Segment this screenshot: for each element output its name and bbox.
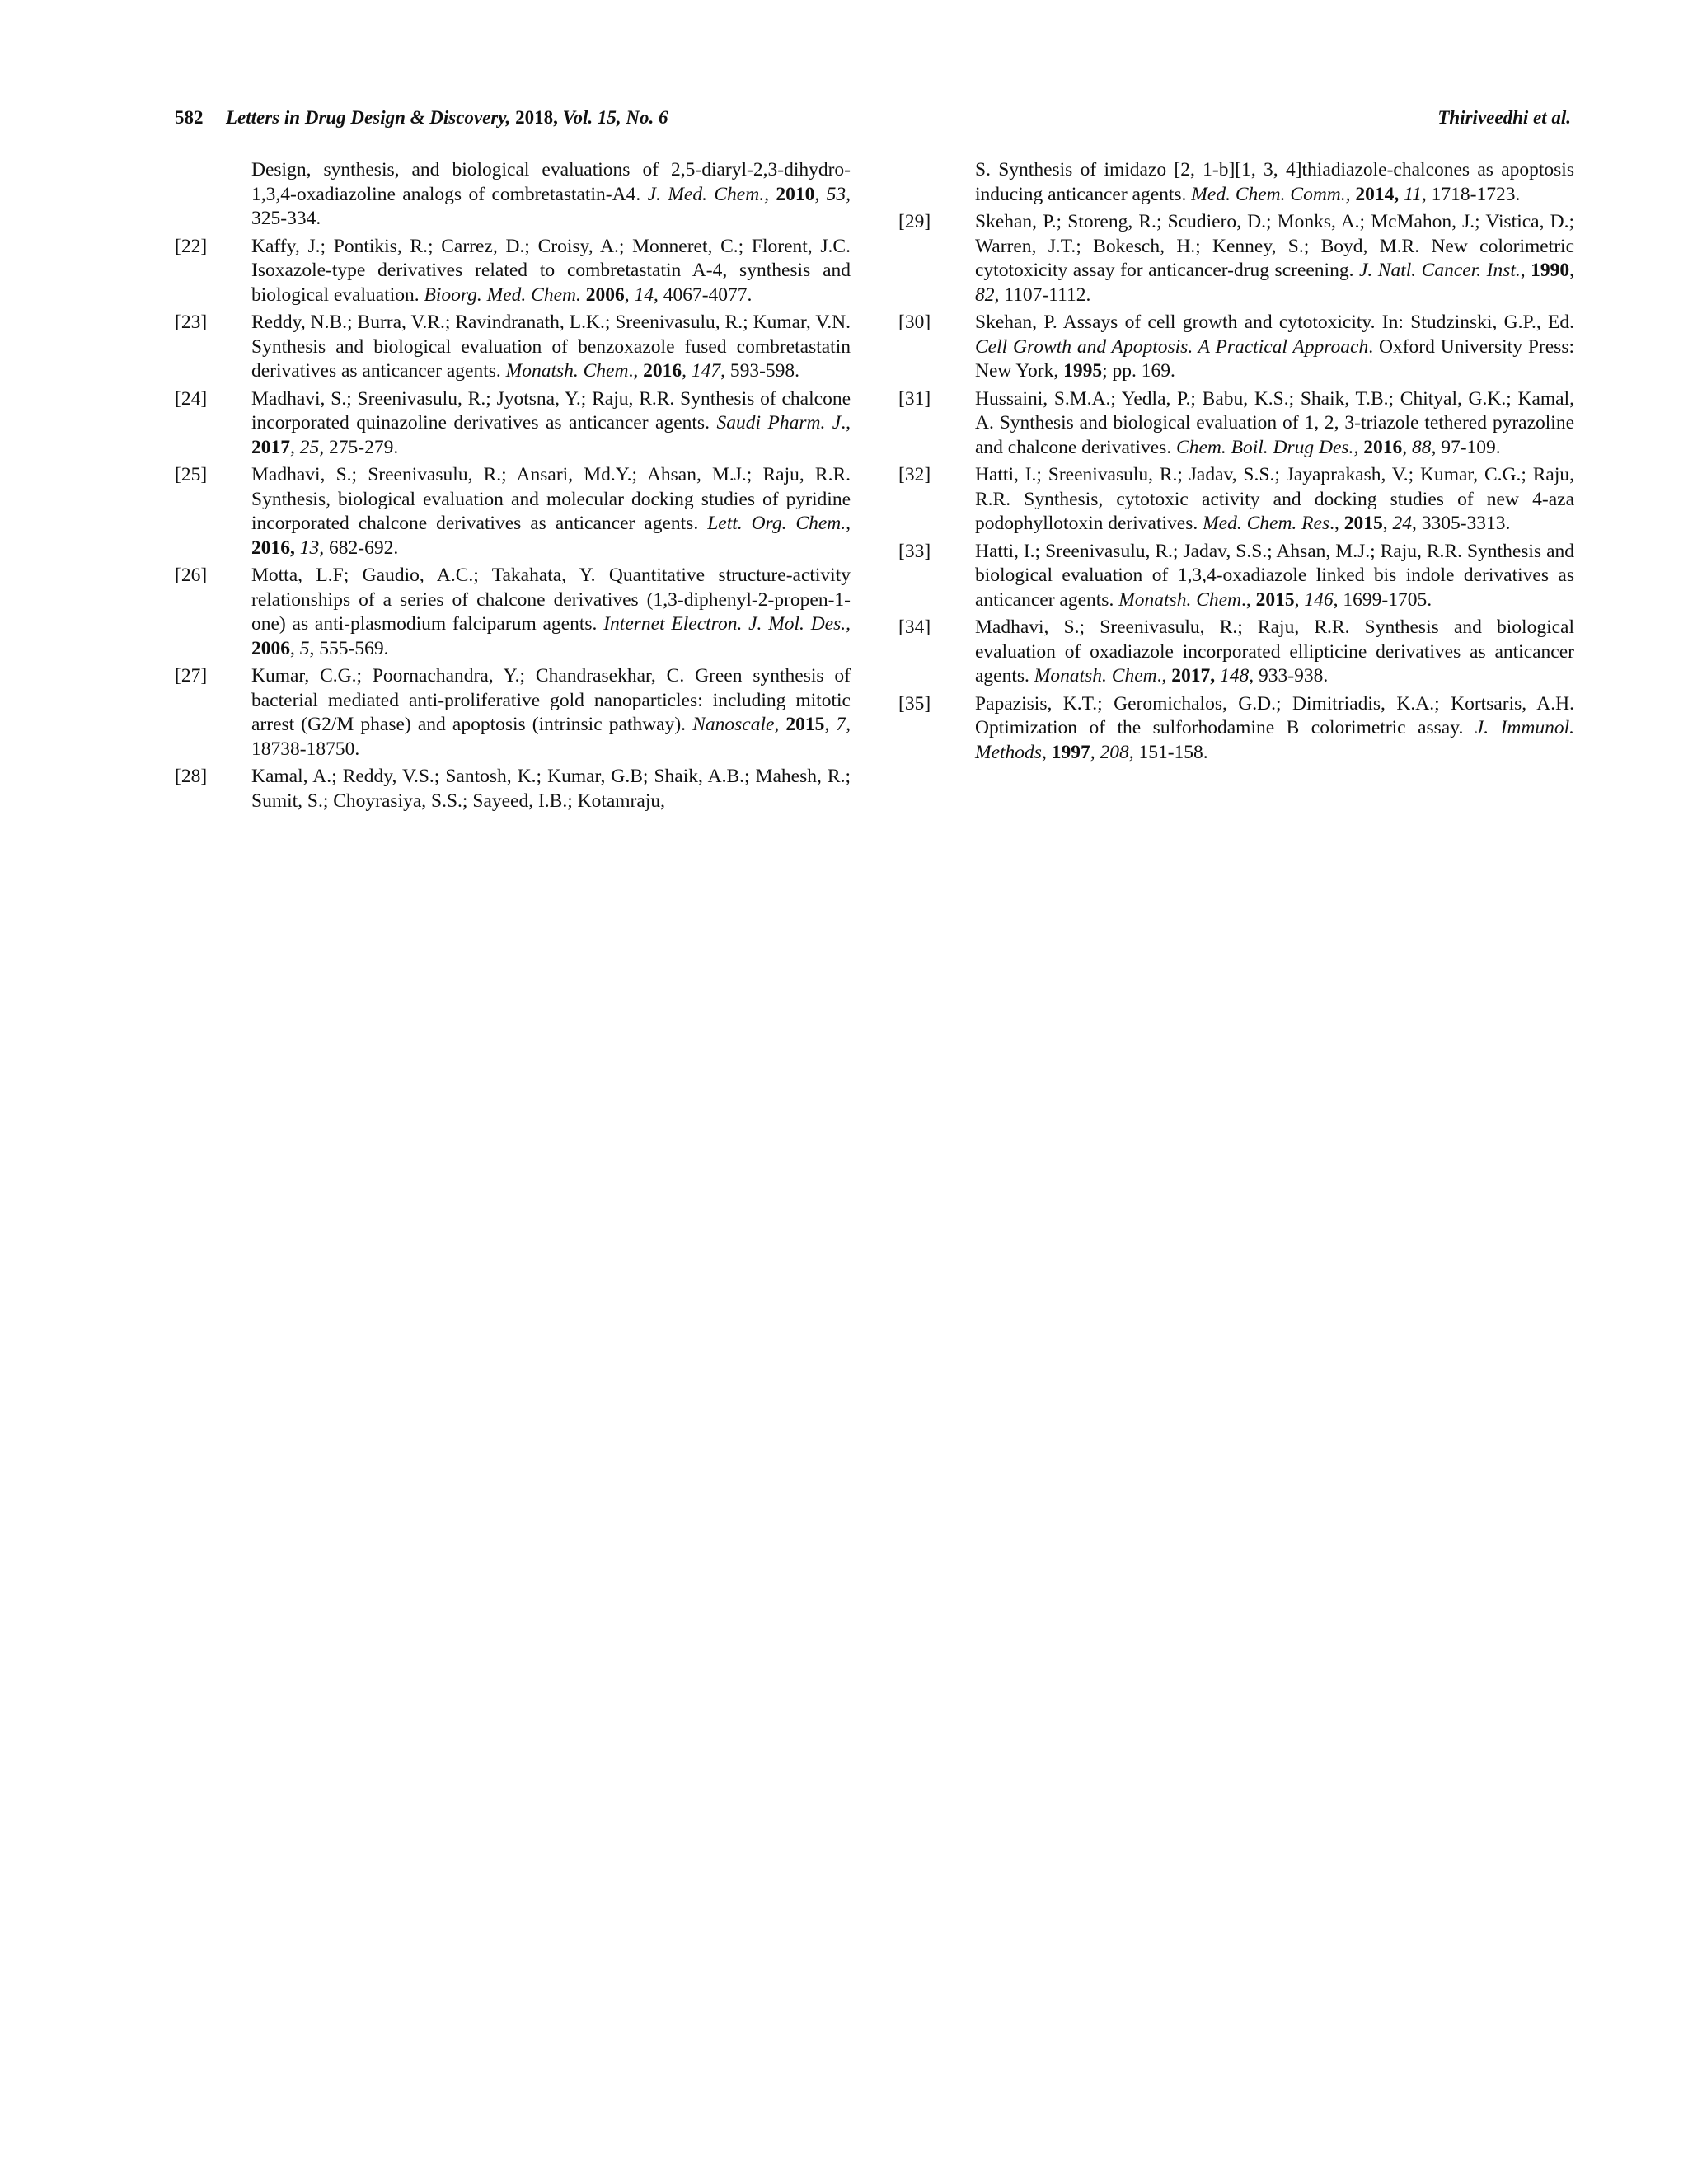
reference-item: [29] Skehan, P.; Storeng, R.; Scudiero, D.; Monks, A.; McMahon, J.; Vistica, D.; Warren, J.T.; Bokesch, H.; Kenney, S.; Boyd, M.R. New colorimetric cytotoxicity assay for anticancer-drug screening. J. Natl. Cancer. Inst., 1990, 82, 1107-1112. [898, 211, 1575, 306]
reference-text: Skehan, P. Assays of cell growth and cytotoxicity. In: Studzinski, G.P., Ed. [975, 312, 1574, 333]
reference-volume: 14 [634, 284, 654, 306]
running-authors: Thiriveedhi et al. [1437, 107, 1571, 128]
reference-year: 2006 [585, 284, 625, 306]
reference-number: [24] [175, 387, 208, 410]
reference-journal: Monatsh. Chem [505, 360, 629, 382]
reference-text: S. Synthesis of imidazo [2, 1-b][1, 3, 4]thiadiazole-chalcones as apoptosis inducing anticancer agents. [975, 159, 1574, 205]
reference-journal: J. Natl. Cancer. Inst. [1358, 260, 1521, 281]
reference-text: Kaffy, J.; Pontikis, R.; Carrez, D.; Croisy, A.; Monneret, C.; Florent, J.C. Isoxazole-type derivatives related to combretastatin A-4, synthesis and biological evaluation. [251, 235, 851, 306]
reference-separator: ., [628, 360, 644, 382]
journal-issue: No. 6 [626, 107, 668, 128]
reference-number: [26] [175, 565, 208, 586]
reference-journal: J. Immunol. Methods [975, 717, 1574, 763]
reference-number: [23] [175, 312, 208, 333]
reference-item: [35] Papazisis, K.T.; Geromichalos, G.D.; Dimitriadis, K.A.; Kortsaris, A.H. Optimization of the sulforhodamine B colorimetric assay. J. Immunol. Methods, 1997, 208, 151-158. [898, 692, 1574, 763]
page-header [175, 104, 1571, 132]
reference-number: [22] [175, 235, 208, 257]
reference-number: [29] [898, 211, 931, 232]
journal-year: 2018, [515, 107, 558, 128]
reference-journal: Monatsh. Chem [1034, 665, 1157, 687]
reference-item [898, 311, 1574, 384]
reference-volume: 148, [1220, 665, 1254, 687]
reference-journal: Med. Chem. Comm., [1191, 183, 1351, 205]
reference-item [898, 616, 1574, 689]
reference-year: 2015 [1343, 513, 1383, 534]
reference-journal: Bioorg. Med. Chem. [424, 284, 581, 306]
reference-item: [23] Reddy, N.B.; Burra, V.R.; Ravindranath, L.K.; Sreenivasulu, R.; Kumar, V.N. Synthesis and biological evaluation of benzoxazole fused combretastatin derivatives as anticancer agents. Monatsh. Chem., 2016, 147, 593-598. [175, 312, 851, 382]
reference-year: 1995 [1063, 360, 1103, 382]
reference-item: [26] Motta, L.F; Gaudio, A.C.; Takahata, Y. Quantitative structure-activity relationships of a series of chalcone derivatives (1,3-diphenyl-2-propen-1-one) as anti-plasmodium falciparum agents. Internet Electron. J. Mol. Des., 2006, 5, 555-569. [175, 565, 851, 659]
reference-number: [33] [898, 540, 931, 562]
reference-separator: , [1353, 436, 1364, 458]
reference-journal: Monatsh. Chem [1118, 588, 1242, 611]
reference-volume: 147 [691, 360, 721, 382]
reference-volume: 7, [836, 714, 851, 735]
reference-number: [32] [898, 464, 931, 485]
reference-text: Skehan, P.; Storeng, R.; Scudiero, D.; Monks, A.; McMahon, J.; Vistica, D.; Warren, J.T.; Bokesch, H.; Kenney, S.; Boyd, M.R. New colorimetric cytotoxicity assay for anticancer-drug screening. [975, 211, 1574, 281]
reference-volume: 13, [299, 537, 325, 559]
reference-text: Hatti, I.; Sreenivasulu, R.; Jadav, S.S.; Ahsan, M.J.; Raju, R.R. Synthesis and biological evaluation of 1,3,4-oxadiazole linked bis indole derivatives as anticancer agents. [975, 540, 1574, 611]
reference-journal: Saudi Pharm. J [716, 412, 842, 434]
reference-volume: 24 [1392, 513, 1412, 534]
reference-journal: Internet Electron. J. Mol. Des., [603, 613, 851, 635]
journal-citation [226, 104, 668, 132]
reference-item: [22] Kaffy, J.; Pontikis, R.; Carrez, D.; Croisy, A.; Monneret, C.; Florent, J.C. Isoxazole-type derivatives related to combretastatin A-4, synthesis and biological evaluation. Bioorg. Med. Chem. 2006, 14, 4067-4077. [175, 235, 851, 306]
reference-text: Hussaini, S.M.A.; Yedla, P.; Babu, K.S.; Shaik, T.B.; Chityal, G.K.; Kamal, A. Synthesis and biological evaluation of 1, 2, 3-triazole tethered pyrazoline and chalcone derivatives. [975, 387, 1574, 458]
reference-year: 1997 [1051, 741, 1090, 763]
reference-journal: Med. Chem. Res [1203, 513, 1330, 534]
reference-item [175, 463, 851, 560]
reference-text: Design, synthesis, and biological evaluations of 2,5-diaryl-2,3-dihydro-1,3,4-oxadiazoline analogs of combretastatin-A4. [251, 159, 851, 205]
reference-pages: , 97-109. [1431, 436, 1501, 458]
reference-number: [27] [175, 665, 208, 687]
reference-volume: 146 [1304, 588, 1334, 611]
journal-title: Letters in Drug Design & Discovery, [226, 107, 511, 128]
reference-volume: 11, [1404, 183, 1427, 205]
reference-pages: , 1107-1112. [994, 284, 1091, 306]
reference-journal: Nanoscale, [692, 714, 780, 735]
reference-pages: 682-692. [324, 537, 399, 559]
reference-pages: 1718-1723. [1426, 183, 1521, 205]
reference-number: [25] [175, 464, 208, 485]
reference-pages: 275-279. [324, 436, 399, 458]
page-number: 582 [175, 107, 204, 128]
reference-year: 2017, [1171, 665, 1216, 687]
reference-text: Madhavi, S.; Sreenivasulu, R.; Ansari, Md.Y.; Ahsan, M.J.; Raju, R.R. Synthesis, biological evaluation and molecular docking studies of pyridine incorporated chalcone derivatives as anticancer agents. [251, 464, 851, 534]
reference-text: Reddy, N.B.; Burra, V.R.; Ravindranath, L.K.; Sreenivasulu, R.; Kumar, V.N. Synthesis and biological evaluation of benzoxazole fused combretastatin derivatives as anticancer agents. [251, 312, 851, 382]
reference-separator: ., [1156, 665, 1172, 687]
reference-year: 2015 [785, 714, 825, 735]
reference-volume: 5 [299, 637, 310, 659]
reference-text: Madhavi, S.; Sreenivasulu, R.; Raju, R.R. Synthesis and biological evaluation of oxadiazole incorporated ellipticine derivatives as anticancer agents. [975, 616, 1574, 687]
reference-item: [24] Madhavi, S.; Sreenivasulu, R.; Jyotsna, Y.; Raju, R.R. Synthesis of chalcone incorporated quinazoline derivatives as anticancer agents. Saudi Pharm. J., 2017, 25, 275-279. [175, 387, 851, 458]
reference-item [175, 765, 851, 813]
reference-text: Papazisis, K.T.; Geromichalos, G.D.; Dimitriadis, K.A.; Kortsaris, A.H. Optimization of the sulforhodamine B colorimetric assay. [975, 692, 1574, 738]
reference-number: [28] [175, 766, 208, 787]
reference-continuation [898, 158, 1574, 207]
reference-item: [31] Hussaini, S.M.A.; Yedla, P.; Babu, K.S.; Shaik, T.B.; Chityal, G.K.; Kamal, A. Synthesis and biological evaluation of 1, 2, 3-triazole tethered pyrazoline and chalcone derivatives. Chem. Boil. Drug Des., 2016, 88, 97-109. [898, 387, 1574, 458]
reference-volume: 25, [299, 436, 325, 458]
reference-separator: ., [841, 412, 851, 434]
reference-journal: J. Med. Chem., [647, 183, 769, 205]
reference-volume: 208 [1100, 741, 1129, 763]
reference-number: [31] [898, 387, 931, 410]
reference-year: 2014, [1355, 183, 1400, 205]
reference-pages: 18738-18750. [251, 738, 360, 760]
reference-year: 2015 [1255, 588, 1295, 611]
reference-year: 2016, [251, 537, 295, 559]
reference-volume: 82 [975, 284, 995, 306]
reference-item: [27] Kumar, C.G.; Poornachandra, Y.; Chandrasekhar, C. Green synthesis of bacterial mediated anti-proliferative gold nanoparticles: including mitotic arrest (G2/M phase) and apoptosis (intrinsic pathway). Nanoscale, 2015, 7, 18738-18750. [175, 665, 851, 760]
reference-pages: , 555-569. [309, 637, 389, 659]
reference-separator: . Oxford University Press: New York, [975, 335, 1574, 382]
reference-journal: Chem. Boil. Drug Des. [1176, 436, 1354, 458]
reference-pages: , 151-158. [1128, 741, 1208, 763]
reference-number: [30] [898, 312, 931, 333]
reference-pages: , 325-334. [251, 183, 851, 229]
reference-text: Madhavi, S.; Sreenivasulu, R.; Jyotsna, Y.; Raju, R.R. Synthesis of chalcone incorporated quinazoline derivatives as anticancer agents. [251, 387, 851, 434]
reference-item: [33] Hatti, I.; Sreenivasulu, R.; Jadav, S.S.; Ahsan, M.J.; Raju, R.R. Synthesis and biological evaluation of 1,3,4-oxadiazole linked bis indole derivatives as anticancer agents. Monatsh. Chem., 2015, 146, 1699-1705. [898, 540, 1574, 611]
reference-year: 2006 [251, 637, 290, 659]
reference-year: 2017 [251, 436, 290, 458]
reference-volume: 88 [1411, 436, 1432, 458]
reference-separator: , [1041, 741, 1052, 763]
reference-separator: , [1520, 260, 1531, 281]
reference-text: Hatti, I.; Sreenivasulu, R.; Jadav, S.S.; Jayaprakash, V.; Kumar, C.G.; Raju, R.R. Synthesis, cytotoxic activity and docking studies of new 4-aza podophyllotoxin derivatives. [975, 464, 1574, 534]
reference-pages: , 4067-4077. [653, 284, 753, 306]
reference-pages: ; pp. 169. [1102, 360, 1175, 382]
reference-text: Kumar, C.G.; Poornachandra, Y.; Chandrasekhar, C. Green synthesis of bacterial mediated anti-proliferative gold nanoparticles: including mitotic arrest (G2/M phase) and apoptosis (intrinsic pathway). [251, 665, 851, 735]
reference-year: 2016 [643, 360, 682, 382]
reference-year: 1990 [1531, 260, 1570, 281]
reference-journal: Cell Growth and Apoptosis. A Practical Approach [975, 335, 1369, 358]
reference-item: [32] Hatti, I.; Sreenivasulu, R.; Jadav, S.S.; Jayaprakash, V.; Kumar, C.G.; Raju, R.R. Synthesis, cytotoxic activity and docking studies of new 4-aza podophyllotoxin derivatives. Med. Chem. Res., 2015, 24, 3305-3313. [898, 464, 1574, 534]
reference-year: 2016 [1363, 436, 1403, 458]
reference-separator: ., [1329, 513, 1344, 534]
reference-number: [35] [898, 692, 931, 715]
reference-year: 2010 [776, 183, 815, 205]
reference-pages: , 3305-3313. [1411, 513, 1511, 534]
reference-separator: ., [1241, 588, 1256, 611]
reference-text: Kamal, A.; Reddy, V.S.; Santosh, K.; Kumar, G.B; Shaik, A.B.; Mahesh, R.; Sumit, S.; Choyrasiya, S.S.; Sayeed, I.B.; Kotamraju, [251, 766, 851, 812]
reference-text: Motta, L.F; Gaudio, A.C.; Takahata, Y. Quantitative structure-activity relationships of a series of chalcone derivatives (1,3-diphenyl-2-propen-1-one) as anti-plasmodium falciparum agents. [251, 565, 851, 635]
reference-pages: 933-938. [1254, 665, 1329, 687]
reference-pages: , 1699-1705. [1333, 588, 1432, 611]
reference-pages: , 593-598. [720, 360, 800, 382]
journal-volume: Vol. 15, [562, 107, 621, 128]
reference-volume: 53 [826, 183, 846, 205]
reference-continuation: Design, synthesis, and biological evaluations of 2,5-diaryl-2,3-dihydro-1,3,4-oxadiazoline analogs of combretastatin-A4. J. Med. Chem., 2010, 53, 325-334. [251, 159, 851, 229]
references-left-column [175, 158, 851, 817]
reference-journal: Lett. Org. Chem., [707, 513, 851, 534]
reference-number: [34] [898, 616, 931, 638]
references-right-column [898, 158, 1574, 768]
